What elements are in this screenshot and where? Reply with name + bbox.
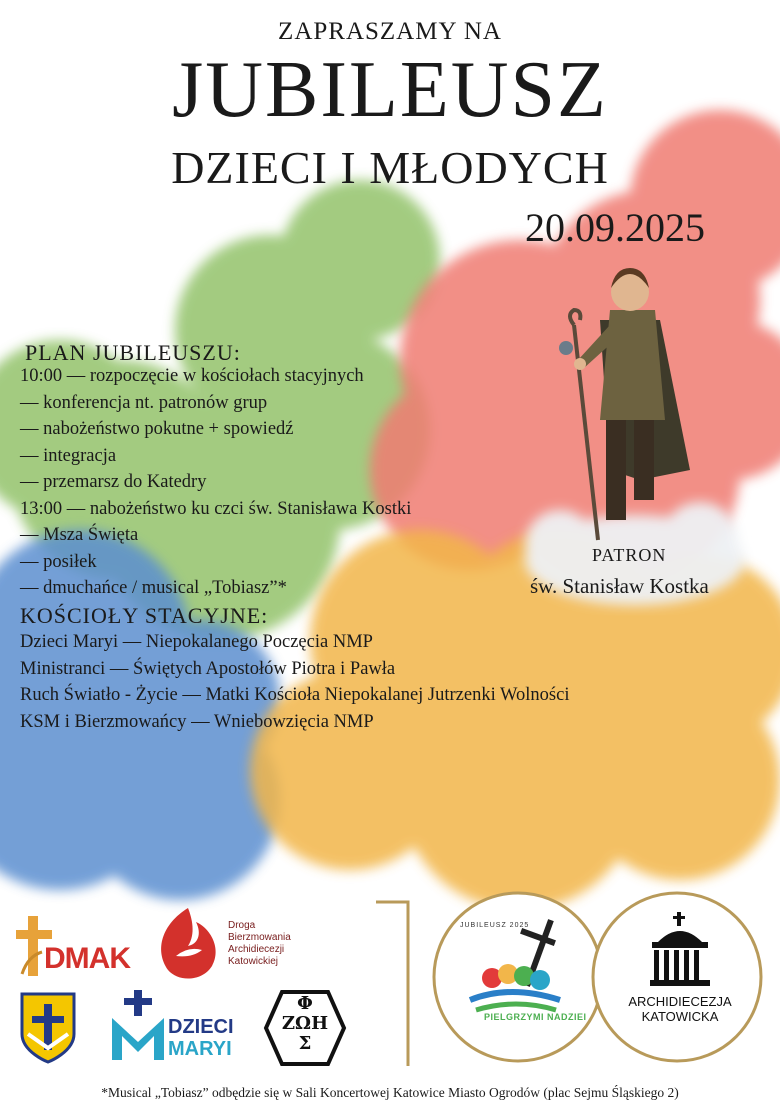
plan-item: — posiłek <box>20 551 97 572</box>
zoe-logo <box>262 988 348 1068</box>
church-item: KSM i Bierzmowańcy — Wniebowzięcia NMP <box>20 711 374 732</box>
archidiecezja-line: ARCHIDIECEZJA <box>628 994 732 1009</box>
plan-list <box>20 366 411 605</box>
droga-line: Droga <box>228 920 256 931</box>
plan-title: PLAN JUBILEUSZU: <box>25 340 241 365</box>
header-invite: ZAPRASZAMY NA <box>278 18 502 45</box>
zoe-line: ΖΩΗ <box>281 1013 329 1034</box>
churches-title: KOŚCIOŁY STACYJNE: <box>20 603 269 628</box>
page-subtitle: DZIECI I MŁODYCH <box>171 142 609 193</box>
footnote: *Musical „Tobiasz” odbędzie się w Sali Koncertowej Katowice Miasto Ogrodów (plac Sejmu Śląskiego 2) <box>101 1085 679 1100</box>
cathedral-icon <box>610 910 750 990</box>
dzieci-maryi-logo <box>108 990 248 1066</box>
droga-line: Archidiecezji <box>228 944 285 955</box>
plan-item: — konferencja nt. patronów grup <box>20 392 268 413</box>
plan-item: — dmuchańce / musical „Tobiasz”* <box>20 578 287 598</box>
plan-item: 10:00 — rozpoczęcie w kościołach stacyjnych <box>20 366 364 386</box>
droga-line: Bierzmowania <box>228 932 291 943</box>
plan-item: — przemarsz do Katedry <box>20 472 207 492</box>
dmak-logo <box>14 914 144 980</box>
event-date: 20.09.2025 <box>525 205 705 250</box>
page-title: JUBILEUSZ <box>172 46 608 134</box>
churches-list <box>20 632 569 738</box>
patron-name: św. Stanisław Kostka <box>530 574 709 598</box>
m-cross-icon <box>108 990 168 1062</box>
plan-item: 13:00 — nabożeństwo ku czci św. Stanisława Kostki <box>20 498 412 519</box>
church-item: Ministranci — Świętych Apostołów Piotra i Pawła <box>20 658 396 679</box>
plan-item: — integracja <box>20 445 117 466</box>
dzieci-maryi-line: DZIECI <box>168 1016 234 1038</box>
jubileusz-bottom-text: PIELGRZYMI NADZIEI <box>484 1012 587 1022</box>
shield-logo-icon <box>18 990 78 1066</box>
archidiecezja-line: KATOWICKA <box>641 1009 719 1024</box>
patron-label: PATRON <box>592 545 667 565</box>
jubileusz-2025-logo <box>440 900 600 1050</box>
droga-line: Katowickiej <box>228 956 279 967</box>
jubileusz-top-text: JUBILEUSZ 2025 <box>460 922 530 929</box>
dove-flame-icon <box>152 904 224 982</box>
zoe-line: Σ <box>298 1033 312 1054</box>
plan-item: — Msza Święta <box>20 525 139 545</box>
church-item: Dzieci Maryi — Niepokalanego Poczęcia NMP <box>20 632 373 652</box>
archidiecezja-katowicka-logo <box>610 910 750 1040</box>
dzieci-maryi-line: MARYI <box>168 1038 232 1060</box>
plan-item: — nabożeństwo pokutne + spowiedź <box>20 419 294 439</box>
church-item: Ruch Światło - Życie — Matki Kościoła Niepokalanej Jutrzenki Wolności <box>20 685 570 705</box>
zoe-line: Φ <box>297 993 313 1014</box>
dmak-text: DMAK <box>44 942 130 975</box>
droga-bierzmowania-logo <box>152 904 302 984</box>
